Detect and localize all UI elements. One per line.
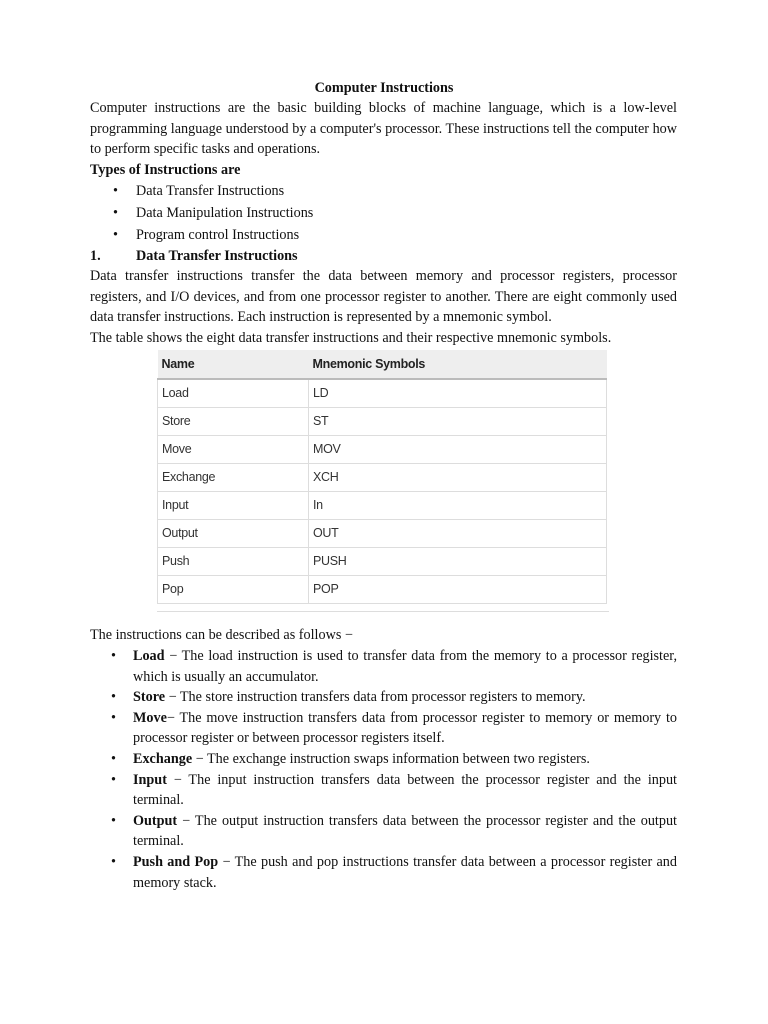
types-heading: Types of Instructions are (90, 162, 241, 178)
table-intro: The table shows the eight data transfer instructions and their respective mnemonic symbols. (90, 330, 612, 346)
descriptions-intro: The instructions can be described as follows − (90, 627, 353, 643)
cell-name: Output (158, 520, 309, 548)
cell-mnemonic: OUT (309, 520, 607, 548)
cell-mnemonic: MOV (309, 436, 607, 464)
cell-name: Move (158, 436, 309, 464)
description-text: − The push and pop instructions transfer data between a processor register and memory stack. (133, 853, 677, 891)
cell-mnemonic: XCH (309, 464, 607, 492)
description-text: − The move instruction transfers data from processor register to memory or memory to processor register or between processor registers itself. (133, 709, 677, 747)
cell-mnemonic: In (309, 492, 607, 520)
cell-name: Input (158, 492, 309, 520)
table-row (158, 436, 607, 464)
document-title: Computer Instructions (314, 80, 454, 96)
description-item (133, 770, 677, 811)
types-list (90, 181, 677, 246)
table-divider (157, 611, 609, 612)
section-paragraph: Data transfer instructions transfer the data between memory and processor registers, processor registers, and I/O devices, and from one processor register to another. There are eight commonly used data transfer instructions. Each instruction is represented by a mnemonic symbol. (90, 268, 677, 326)
description-item (133, 852, 677, 893)
description-term: Push and Pop (133, 853, 219, 870)
cell-name: Pop (158, 576, 309, 604)
list-item: • Data Manipulation Instructions (90, 203, 677, 225)
cell-mnemonic: ST (309, 408, 607, 436)
description-term: Exchange (133, 750, 193, 767)
table-row (158, 576, 607, 604)
description-text: − The exchange instruction swaps information between two registers. (192, 750, 590, 767)
description-term: Output (133, 812, 178, 829)
header-mnemonic: Mnemonic Symbols (309, 350, 607, 379)
mnemonic-table (157, 350, 607, 604)
section-heading (90, 246, 677, 267)
description-item (133, 687, 677, 708)
table-row (158, 408, 607, 436)
cell-name: Store (158, 408, 309, 436)
table-row (158, 520, 607, 548)
cell-mnemonic: LD (309, 379, 607, 408)
description-item (133, 708, 677, 749)
description-term: Store (133, 689, 166, 706)
cell-mnemonic: PUSH (309, 548, 607, 576)
description-item (133, 749, 677, 770)
table-row (158, 548, 607, 576)
table-row (158, 379, 607, 408)
intro-paragraph: Computer instructions are the basic building blocks of machine language, which is a low-level programming language understood by a computer's processor. These instructions tell the computer how to perform specific tasks and operations. (90, 100, 677, 158)
cell-name: Push (158, 548, 309, 576)
cell-name: Load (158, 379, 309, 408)
description-text: − The output instruction transfers data between the processor register and the output terminal. (133, 812, 677, 850)
description-item (133, 646, 677, 687)
description-term: Move (133, 709, 167, 726)
description-text: − The store instruction transfers data from processor registers to memory. (165, 689, 586, 706)
header-name: Name (158, 350, 309, 379)
cell-name: Exchange (158, 464, 309, 492)
list-item: • Data Transfer Instructions (90, 181, 677, 203)
list-item: • Program control Instructions (90, 225, 677, 247)
table-row (158, 464, 607, 492)
table-row (158, 492, 607, 520)
cell-mnemonic: POP (309, 576, 607, 604)
descriptions-list (133, 646, 677, 893)
description-item (133, 811, 677, 852)
description-text: − The input instruction transfers data between the processor register and the input terminal. (133, 771, 677, 809)
section-number: 1. (90, 248, 101, 264)
table-header-row (158, 350, 607, 379)
description-text: − The load instruction is used to transfer data from the memory to a processor register, which is usually an accumulator. (133, 648, 677, 685)
section-title: Data Transfer Instructions (136, 248, 298, 264)
description-term: Input (133, 771, 167, 788)
description-term: Load (133, 648, 165, 664)
